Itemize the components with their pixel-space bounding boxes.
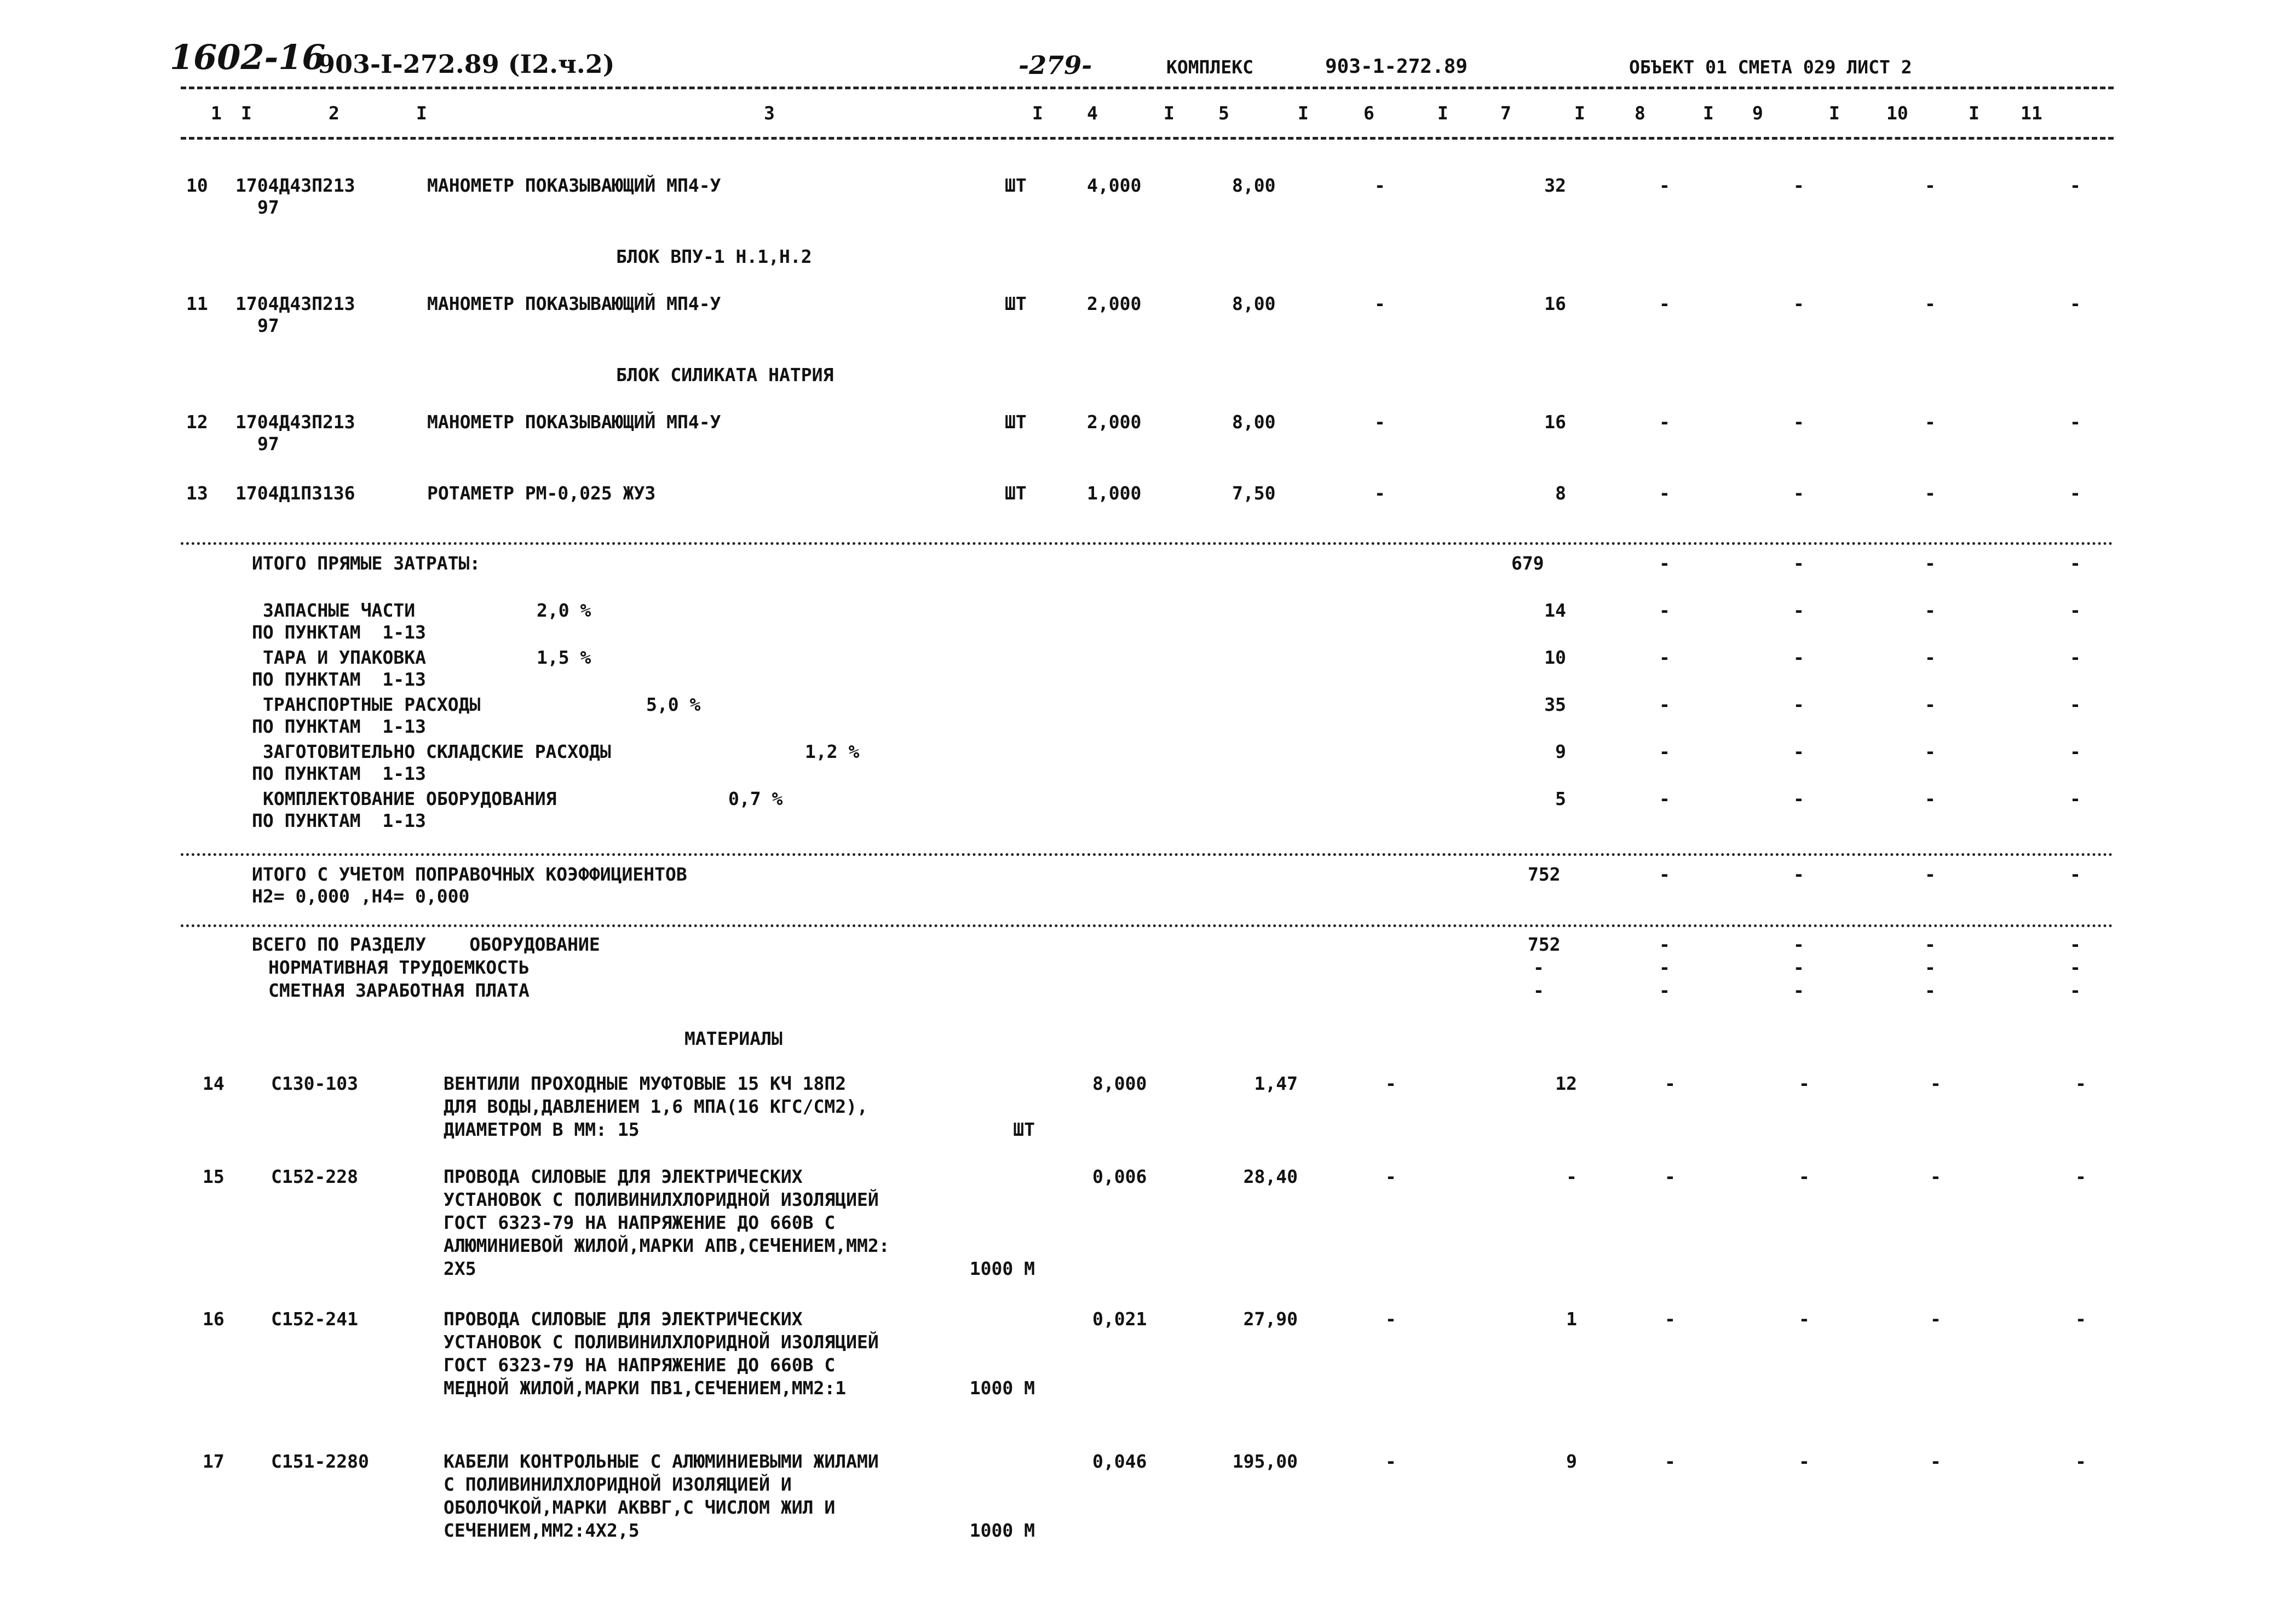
section-dash-11: - <box>2070 934 2081 955</box>
material-description: ГОСТ 6323-79 НА НАПРЯЖЕНИЕ ДО 660В С <box>444 1354 836 1376</box>
material-unit: ШТ <box>1013 1119 1035 1140</box>
item-name: МАНОМЕТР ПОКАЗЫВАЮЩИЙ МП4-У <box>427 411 721 433</box>
section-dash-9: - <box>1793 957 1804 978</box>
item-name: МАНОМЕТР ПОКАЗЫВАЮЩИЙ МП4-У <box>427 175 721 196</box>
section-total-label: ВСЕГО ПО РАЗДЕЛУ ОБОРУДОВАНИЕ <box>252 934 600 955</box>
item-total: 32 <box>1544 175 1566 196</box>
cell-c8: - <box>1659 411 1670 433</box>
material-dash-9: - <box>1799 1451 1810 1472</box>
surcharge-basis: ПО ПУНКТАМ 1-13 <box>252 716 426 737</box>
rule-direct-costs <box>181 542 2114 545</box>
cell-c11: - <box>2070 482 2081 504</box>
column-separator: I <box>1437 102 1448 124</box>
material-dash-9: - <box>1799 1073 1810 1094</box>
material-description: ДИАМЕТРОМ В ММ: 15 <box>444 1119 640 1140</box>
material-price: 1,47 <box>1254 1073 1298 1094</box>
material-dash-10: - <box>1930 1073 1941 1094</box>
item-code: 1704Д43П213 <box>235 411 355 433</box>
material-dash-9: - <box>1799 1166 1810 1187</box>
complex-label: КОМПЛЕКС <box>1166 56 1253 78</box>
surcharge-percent: 2,0 % <box>537 600 591 621</box>
item-price: 8,00 <box>1232 293 1276 314</box>
header-rule-top <box>181 87 2114 89</box>
item-price: 8,00 <box>1232 175 1276 196</box>
material-dash-11: - <box>2075 1451 2086 1472</box>
item-quantity: 2,000 <box>1087 411 1142 433</box>
surcharge-dash-8: - <box>1659 647 1670 668</box>
direct-dash-10: - <box>1925 553 1936 574</box>
cell-c6: - <box>1374 175 1385 196</box>
surcharge-total: 14 <box>1544 600 1566 621</box>
column-header-9: 9 <box>1752 102 1763 124</box>
surcharge-basis: ПО ПУНКТАМ 1-13 <box>252 810 426 831</box>
material-total: 9 <box>1566 1451 1577 1472</box>
project-code: 903-I-272.89 (I2.ч.2) <box>318 49 615 79</box>
material-description: ГОСТ 6323-79 НА НАПРЯЖЕНИЕ ДО 660В С <box>444 1212 836 1233</box>
surcharge-dash-8: - <box>1659 694 1670 715</box>
item-name: МАНОМЕТР ПОКАЗЫВАЮЩИЙ МП4-У <box>427 293 721 314</box>
material-total: 12 <box>1555 1073 1577 1094</box>
item-total: 8 <box>1555 482 1566 504</box>
surcharge-dash-11: - <box>2070 741 2081 762</box>
surcharge-dash-8: - <box>1659 600 1670 621</box>
item-price: 7,50 <box>1232 482 1276 504</box>
material-quantity: 8,000 <box>1092 1073 1147 1094</box>
surcharge-basis: ПО ПУНКТАМ 1-13 <box>252 763 426 784</box>
surcharge-dash-10: - <box>1925 647 1936 668</box>
material-number: 16 <box>203 1308 225 1330</box>
surcharge-total: 10 <box>1544 647 1566 668</box>
adjusted-dash-8: - <box>1659 864 1670 885</box>
item-unit: ШТ <box>1005 293 1027 314</box>
header-rule-bottom <box>181 137 2114 140</box>
direct-dash-8: - <box>1659 553 1670 574</box>
page-number: -279- <box>1018 50 1092 80</box>
column-separator: I <box>241 102 252 124</box>
item-total: 16 <box>1544 293 1566 314</box>
column-header-5: 5 <box>1218 102 1229 124</box>
cell-c11: - <box>2070 293 2081 314</box>
material-number: 14 <box>203 1073 225 1094</box>
material-number: 17 <box>203 1451 225 1472</box>
rule-section-total <box>181 924 2114 927</box>
cell-c11: - <box>2070 411 2081 433</box>
surcharge-dash-11: - <box>2070 600 2081 621</box>
material-dash-11: - <box>2075 1166 2086 1187</box>
adjusted-dash-11: - <box>2070 864 2081 885</box>
cell-c9: - <box>1793 411 1804 433</box>
item-price: 8,00 <box>1232 411 1276 433</box>
item-code: 1704Д1П3136 <box>235 482 355 504</box>
column-separator: I <box>1703 102 1714 124</box>
column-header-7: 7 <box>1500 102 1511 124</box>
item-unit: ШТ <box>1005 411 1027 433</box>
column-header-10: 10 <box>1886 102 1908 124</box>
material-c6: - <box>1385 1308 1396 1330</box>
section-dash-10: - <box>1925 980 1936 1001</box>
item-code: 1704Д43П213 <box>235 293 355 314</box>
surcharge-basis: ПО ПУНКТАМ 1-13 <box>252 669 426 690</box>
object-info: ОБЪЕКТ 01 СМЕТА 029 ЛИСТ 2 <box>1629 56 1912 78</box>
section-header-vpu: БЛОК ВПУ-1 Н.1,Н.2 <box>616 246 812 267</box>
adjusted-total-coefficients: Н2= 0,000 ,Н4= 0,000 <box>252 886 470 907</box>
material-description: ДЛЯ ВОДЫ,ДАВЛЕНИЕМ 1,6 МПА(16 КГС/СМ2), <box>444 1096 868 1117</box>
column-header-2: 2 <box>329 102 339 124</box>
material-price: 27,90 <box>1243 1308 1298 1330</box>
cell-c10: - <box>1925 175 1936 196</box>
material-description: 2Х5 <box>444 1258 476 1279</box>
column-header-6: 6 <box>1363 102 1374 124</box>
item-unit: ШТ <box>1005 482 1027 504</box>
section-total-c7-dash: - <box>1533 957 1544 978</box>
material-dash-10: - <box>1930 1308 1941 1330</box>
section-dash-11: - <box>2070 980 2081 1001</box>
material-quantity: 0,046 <box>1092 1451 1147 1472</box>
cell-c9: - <box>1793 175 1804 196</box>
column-header-8: 8 <box>1635 102 1645 124</box>
column-separator: I <box>1298 102 1309 124</box>
material-description: С ПОЛИВИНИЛХЛОРИДНОЙ ИЗОЛЯЦИЕЙ И <box>444 1474 792 1495</box>
surcharge-basis: ПО ПУНКТАМ 1-13 <box>252 622 426 643</box>
handwritten-reference: 1602-16 <box>170 37 326 77</box>
material-dash-8: - <box>1665 1166 1676 1187</box>
material-dash-8: - <box>1665 1073 1676 1094</box>
cell-c11: - <box>2070 175 2081 196</box>
surcharge-percent: 1,2 % <box>805 741 860 762</box>
material-description: ПРОВОДА СИЛОВЫЕ ДЛЯ ЭЛЕКТРИЧЕСКИХ <box>444 1166 803 1187</box>
material-dash-10: - <box>1930 1451 1941 1472</box>
section-dash-10: - <box>1925 934 1936 955</box>
column-header-11: 11 <box>2021 102 2042 124</box>
material-quantity: 0,006 <box>1092 1166 1147 1187</box>
material-c6: - <box>1385 1073 1396 1094</box>
section-total-labor: НОРМАТИВНАЯ ТРУДОЕМКОСТЬ <box>268 957 530 978</box>
material-unit: 1000 М <box>969 1520 1035 1541</box>
adjusted-dash-9: - <box>1793 864 1804 885</box>
surcharge-dash-9: - <box>1793 741 1804 762</box>
material-total: - <box>1566 1166 1577 1187</box>
section-total-c7: 752 <box>1528 934 1561 955</box>
item-name-continued: 97 <box>257 433 279 455</box>
column-header-1: 1 <box>211 102 222 124</box>
item-unit: ШТ <box>1005 175 1027 196</box>
surcharge-dash-9: - <box>1793 788 1804 809</box>
material-description: МЕДНОЙ ЖИЛОЙ,МАРКИ ПВ1,СЕЧЕНИЕМ,ММ2:1 <box>444 1377 847 1399</box>
cell-c8: - <box>1659 293 1670 314</box>
column-separator: I <box>1969 102 1979 124</box>
adjusted-total-c7: 752 <box>1528 864 1561 885</box>
column-separator: I <box>416 102 427 124</box>
surcharge-total: 9 <box>1555 741 1566 762</box>
material-price: 28,40 <box>1243 1166 1298 1187</box>
material-price: 195,00 <box>1232 1451 1298 1472</box>
material-description: ОБОЛОЧКОЙ,МАРКИ АКВВГ,С ЧИСЛОМ ЖИЛ И <box>444 1497 836 1518</box>
section-dash-10: - <box>1925 957 1936 978</box>
column-separator: I <box>1574 102 1585 124</box>
material-unit: 1000 М <box>969 1258 1035 1279</box>
material-c6: - <box>1385 1451 1396 1472</box>
section-header-silicate: БЛОК СИЛИКАТА НАТРИЯ <box>616 364 834 386</box>
section-header-materials: МАТЕРИАЛЫ <box>684 1028 782 1049</box>
section-dash-9: - <box>1793 980 1804 1001</box>
column-header-4: 4 <box>1087 102 1098 124</box>
material-dash-9: - <box>1799 1308 1810 1330</box>
adjusted-total-label: ИТОГО С УЧЕТОМ ПОПРАВОЧНЫХ КОЭФФИЦИЕНТОВ <box>252 864 687 885</box>
surcharge-dash-8: - <box>1659 741 1670 762</box>
surcharge-label: КОМПЛЕКТОВАНИЕ ОБОРУДОВАНИЯ <box>263 788 557 809</box>
material-code: С151-2280 <box>271 1451 369 1472</box>
material-code: С152-241 <box>271 1308 358 1330</box>
material-description: УСТАНОВОК С ПОЛИВИНИЛХЛОРИДНОЙ ИЗОЛЯЦИЕЙ <box>444 1189 879 1210</box>
direct-costs-label: ИТОГО ПРЯМЫЕ ЗАТРАТЫ: <box>252 553 481 574</box>
section-dash-11: - <box>2070 957 2081 978</box>
cell-c9: - <box>1793 482 1804 504</box>
material-code: С152-228 <box>271 1166 358 1187</box>
item-code: 1704Д43П213 <box>235 175 355 196</box>
surcharge-dash-10: - <box>1925 788 1936 809</box>
surcharge-dash-10: - <box>1925 600 1936 621</box>
section-dash-8: - <box>1659 980 1670 1001</box>
material-code: С130-103 <box>271 1073 358 1094</box>
direct-dash-11: - <box>2070 553 2081 574</box>
material-number: 15 <box>203 1166 225 1187</box>
surcharge-dash-10: - <box>1925 694 1936 715</box>
cell-c8: - <box>1659 482 1670 504</box>
material-dash-11: - <box>2075 1073 2086 1094</box>
surcharge-total: 5 <box>1555 788 1566 809</box>
column-separator: I <box>1164 102 1175 124</box>
surcharge-dash-11: - <box>2070 647 2081 668</box>
cell-c10: - <box>1925 293 1936 314</box>
material-dash-8: - <box>1665 1451 1676 1472</box>
material-dash-10: - <box>1930 1166 1941 1187</box>
section-total-wages: СМЕТНАЯ ЗАРАБОТНАЯ ПЛАТА <box>268 980 530 1001</box>
material-dash-11: - <box>2075 1308 2086 1330</box>
surcharge-percent: 0,7 % <box>728 788 783 809</box>
row-number: 10 <box>186 175 208 196</box>
cell-c6: - <box>1374 482 1385 504</box>
cell-c6: - <box>1374 293 1385 314</box>
surcharge-dash-9: - <box>1793 647 1804 668</box>
item-name: РОТАМЕТР РМ-0,025 ЖУЗ <box>427 482 656 504</box>
material-quantity: 0,021 <box>1092 1308 1147 1330</box>
item-name-continued: 97 <box>257 197 279 218</box>
section-dash-8: - <box>1659 957 1670 978</box>
material-description: ПРОВОДА СИЛОВЫЕ ДЛЯ ЭЛЕКТРИЧЕСКИХ <box>444 1308 803 1330</box>
cell-c6: - <box>1374 411 1385 433</box>
material-description: УСТАНОВОК С ПОЛИВИНИЛХЛОРИДНОЙ ИЗОЛЯЦИЕЙ <box>444 1331 879 1353</box>
surcharge-dash-11: - <box>2070 788 2081 809</box>
column-separator: I <box>1032 102 1043 124</box>
section-dash-9: - <box>1793 934 1804 955</box>
surcharge-dash-8: - <box>1659 788 1670 809</box>
material-description: КАБЕЛИ КОНТРОЛЬНЫЕ С АЛЮМИНИЕВЫМИ ЖИЛАМИ <box>444 1451 879 1472</box>
column-separator: I <box>1829 102 1840 124</box>
material-unit: 1000 М <box>969 1377 1035 1399</box>
material-description: ВЕНТИЛИ ПРОХОДНЫЕ МУФТОВЫЕ 15 КЧ 18П2 <box>444 1073 847 1094</box>
surcharge-dash-9: - <box>1793 600 1804 621</box>
material-total: 1 <box>1566 1308 1577 1330</box>
row-number: 11 <box>186 293 208 314</box>
surcharge-percent: 5,0 % <box>646 694 701 715</box>
item-total: 16 <box>1544 411 1566 433</box>
surcharge-total: 35 <box>1544 694 1566 715</box>
surcharge-dash-9: - <box>1793 694 1804 715</box>
surcharge-label: ТРАНСПОРТНЫЕ РАСХОДЫ <box>263 694 481 715</box>
surcharge-dash-10: - <box>1925 741 1936 762</box>
item-quantity: 1,000 <box>1087 482 1142 504</box>
complex-code: 903-1-272.89 <box>1325 55 1468 78</box>
section-total-c7-dash: - <box>1533 980 1544 1001</box>
item-quantity: 2,000 <box>1087 293 1142 314</box>
row-number: 12 <box>186 411 208 433</box>
surcharge-percent: 1,5 % <box>537 647 591 668</box>
item-name-continued: 97 <box>257 315 279 336</box>
direct-costs-c7: 679 <box>1511 553 1544 574</box>
material-description: АЛЮМИНИЕВОЙ ЖИЛОЙ,МАРКИ АПВ,СЕЧЕНИЕМ,ММ2: <box>444 1235 890 1256</box>
item-quantity: 4,000 <box>1087 175 1142 196</box>
section-dash-8: - <box>1659 934 1670 955</box>
surcharge-label: ТАРА И УПАКОВКА <box>263 647 427 668</box>
column-header-3: 3 <box>764 102 775 124</box>
surcharge-dash-11: - <box>2070 694 2081 715</box>
surcharge-label: ЗАГОТОВИТЕЛЬНО СКЛАДСКИЕ РАСХОДЫ <box>263 741 611 762</box>
material-description: СЕЧЕНИЕМ,ММ2:4Х2,5 <box>444 1520 640 1541</box>
cell-c10: - <box>1925 482 1936 504</box>
material-dash-8: - <box>1665 1308 1676 1330</box>
adjusted-dash-10: - <box>1925 864 1936 885</box>
cell-c8: - <box>1659 175 1670 196</box>
direct-dash-9: - <box>1793 553 1804 574</box>
cell-c10: - <box>1925 411 1936 433</box>
material-c6: - <box>1385 1166 1396 1187</box>
surcharge-label: ЗАПАСНЫЕ ЧАСТИ <box>263 600 416 621</box>
cell-c9: - <box>1793 293 1804 314</box>
rule-adjusted-total <box>181 853 2114 856</box>
row-number: 13 <box>186 482 208 504</box>
